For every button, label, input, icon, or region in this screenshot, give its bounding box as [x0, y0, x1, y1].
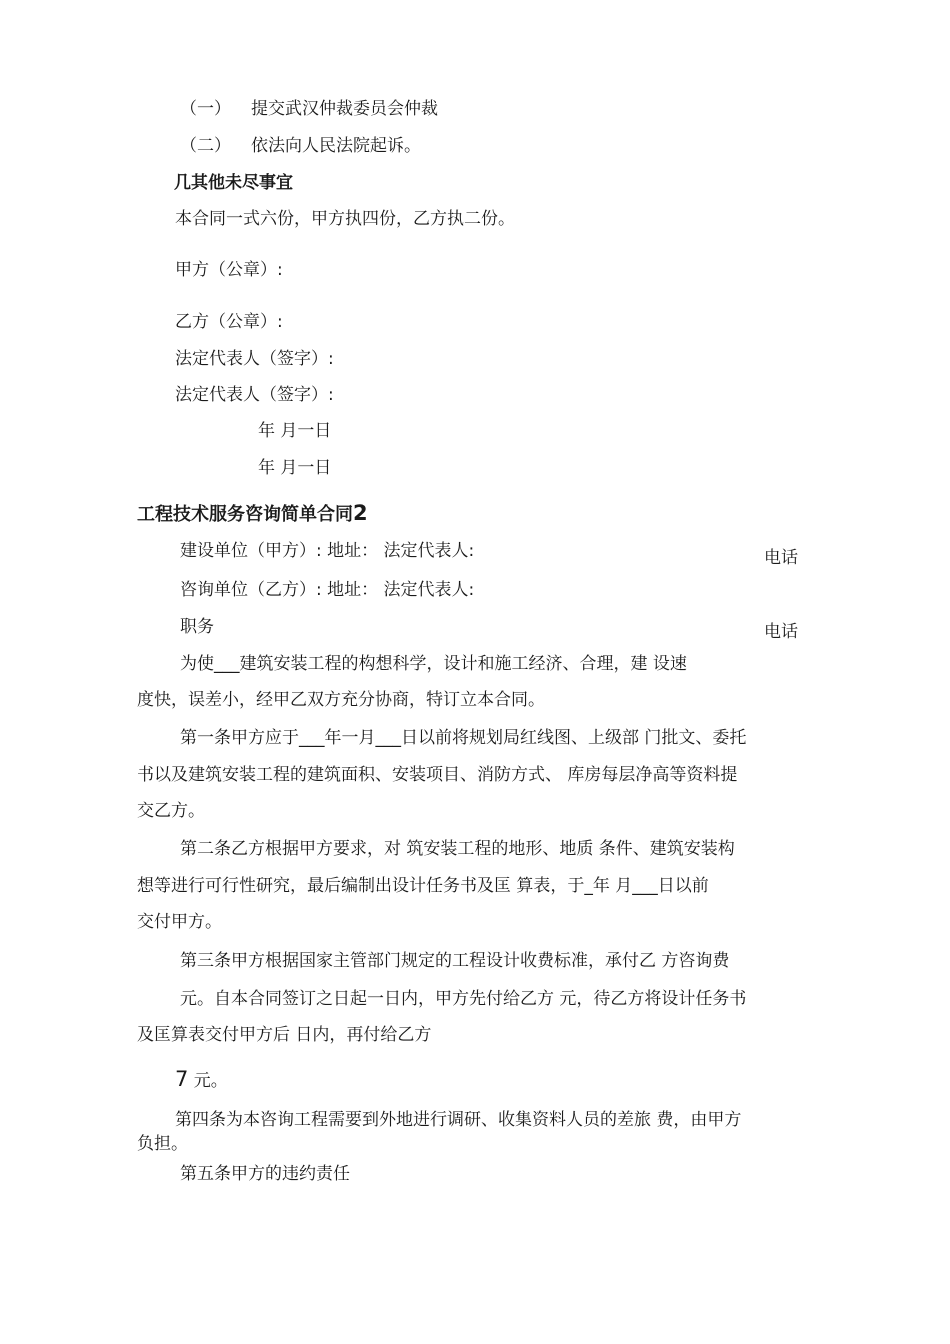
amount-number: 7 — [175, 1067, 189, 1091]
clause-item-1-marker: （一） — [180, 99, 231, 119]
party-b-phone-label: 电话 — [764, 622, 798, 642]
legal-rep-signature-line-1: 法定代表人（签字）: — [175, 349, 334, 369]
clause-item-1-text: 提交武汉仲裁委员会仲裁 — [251, 99, 438, 119]
party-a-phone-label: 电话 — [764, 548, 798, 568]
party-a-info-line: 建设单位（甲方）: 地址： 法定代表人: — [180, 541, 475, 561]
clause-item-2-text: 依法向人民法院起诉。 — [251, 136, 421, 156]
legal-rep-signature-line-2: 法定代表人（签字）: — [175, 385, 334, 405]
amount-unit: 元。 — [193, 1071, 228, 1091]
section-heading-other-matters: 几其他未尽事宜 — [174, 173, 293, 193]
date-line-2: 年 月一日 — [258, 458, 332, 478]
article-4-line-1: 第四条为本咨询工程需要到外地进行调研、收集资料人员的差旅 费，由甲方 — [175, 1110, 742, 1130]
article-2-line-2: 想等进行可行性研究，最后编制出设计任务书及匡 算表，于_年 月___日以前 — [137, 876, 709, 896]
article-2-line-1: 第二条乙方根据甲方要求，对 筑安装工程的地形、地质 条件、建筑安装构 — [180, 839, 735, 859]
contract-title — [137, 502, 368, 526]
article-2-line-3: 交付甲方。 — [137, 912, 222, 932]
preamble-line-1: 为使___建筑安装工程的构想科学，设计和施工经济、合理，建 设速 — [180, 654, 687, 674]
article-5-heading: 第五条甲方的违约责任 — [180, 1164, 350, 1184]
article-3-line-3: 及匡算表交付甲方后 日内，再付给乙方 — [137, 1025, 432, 1045]
article-1-line-2: 书以及建筑安装工程的建筑面积、安装项目、消防方式、 库房每层净高等资料提 — [137, 765, 738, 785]
contract-title-text: 工程技术服务咨询简单合同 — [137, 504, 353, 525]
party-a-seal-line: 甲方（公章）: — [175, 260, 283, 280]
preamble-line-2: 度快，误差小，经甲乙双方充分协商，特订立本合同。 — [137, 690, 545, 710]
date-line-1: 年 月一日 — [258, 421, 332, 441]
article-4-line-2: 负担。 — [137, 1134, 188, 1154]
article-3-line-2: 元。自本合同签订之日起一日内，甲方先付给乙方 元，待乙方将设计任务书 — [180, 989, 747, 1009]
position-label: 职务 — [180, 617, 214, 637]
article-1-line-3: 交乙方。 — [137, 801, 205, 821]
article-1-line-1: 第一条甲方应于___年一月___日以前将规划局红线图、上级部 门批文、委托 — [180, 728, 747, 748]
clause-item-2-marker: （二） — [180, 136, 231, 156]
contract-title-number: 2 — [353, 501, 368, 525]
party-b-info-line: 咨询单位（乙方）: 地址： 法定代表人: — [180, 580, 475, 600]
party-b-seal-line: 乙方（公章）: — [175, 312, 283, 332]
article-3-line-1: 第三条甲方根据国家主管部门规定的工程设计收费标准，承付乙 方咨询费 — [180, 951, 730, 971]
article-3-amount-line — [175, 1068, 228, 1092]
copies-paragraph: 本合同一式六份，甲方执四份，乙方执二份。 — [175, 209, 515, 229]
